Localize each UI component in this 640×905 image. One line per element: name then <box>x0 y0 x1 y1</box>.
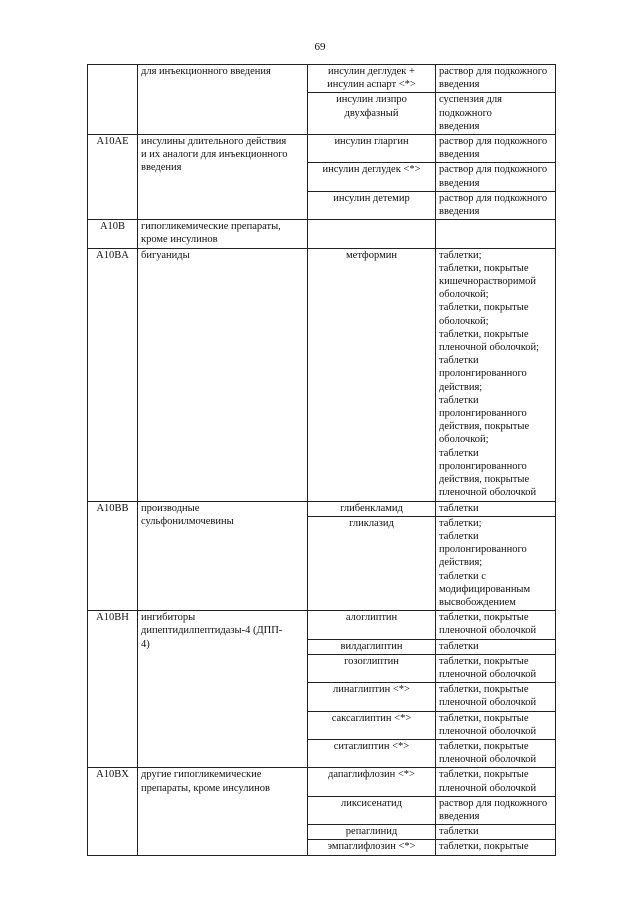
text-line: линаглиптин <*> <box>333 684 410 696</box>
dosage-form-cell <box>436 135 556 163</box>
drug-name-cell <box>308 825 436 840</box>
atc-code-cell: A10BA <box>88 248 138 501</box>
text-line: таблетки, покрытые <box>439 655 529 667</box>
dosage-form-cell <box>436 65 556 93</box>
text-line: пролонгированного <box>439 460 527 472</box>
drug-name-cell <box>308 654 436 682</box>
text-line: введения <box>141 162 182 174</box>
text-line: введения <box>439 149 480 161</box>
text-line: действия; <box>439 381 483 393</box>
text-line: таблетки <box>439 530 479 542</box>
drug-name-cell <box>308 135 436 163</box>
text-line: раствор для подкожного <box>439 164 548 176</box>
text-line: таблетки, покрытые <box>439 712 529 724</box>
text-line: пленочной оболочкой <box>439 625 537 637</box>
text-line: раствор для подкожного <box>439 66 548 77</box>
group-name-cell <box>138 220 308 248</box>
text-line: пленочной оболочкой <box>439 754 537 766</box>
text-line: гликлазид <box>349 517 394 529</box>
drug-name-cell <box>308 163 436 191</box>
group-name-cell <box>138 65 308 135</box>
text-line: действия, покрытые <box>439 421 530 433</box>
drug-name-cell <box>308 65 436 93</box>
text-line: таблетки, покрытые <box>439 328 529 340</box>
dosage-form-cell <box>436 248 556 501</box>
text-line: введения <box>439 810 480 822</box>
table-row <box>88 65 556 93</box>
text-line: вилдаглиптин <box>340 640 403 652</box>
drug-name-cell <box>308 248 436 501</box>
drug-name-cell <box>308 93 436 135</box>
drug-name-cell <box>308 796 436 824</box>
group-name-cell <box>138 768 308 855</box>
text-line: пленочной оболочкой; <box>439 342 540 354</box>
text-line: другие гипогликемические <box>141 769 262 781</box>
text-line: оболочкой; <box>439 434 489 446</box>
text-line: сульфонилмочевины <box>141 515 234 527</box>
text-line: оболочкой; <box>439 315 489 327</box>
dosage-form-cell <box>436 825 556 840</box>
drug-name-cell <box>308 639 436 654</box>
dosage-form-cell <box>436 796 556 824</box>
text-line: метформин <box>346 249 397 261</box>
dosage-form-cell <box>436 516 556 610</box>
table-row <box>88 220 556 248</box>
text-line: инсулин детемир <box>333 192 410 204</box>
text-line: таблетки, покрытые <box>439 769 529 781</box>
text-line: действия, покрытые <box>439 474 530 486</box>
text-line: ситаглиптин <*> <box>333 740 410 752</box>
text-line: ликсисенатид <box>341 797 402 809</box>
text-line: пленочной оболочкой <box>439 725 537 737</box>
drug-name-cell <box>308 501 436 516</box>
text-line: раствор для подкожного <box>439 797 548 809</box>
text-line: двухфазный <box>344 107 399 119</box>
text-line: 4) <box>141 638 150 650</box>
drug-name-cell <box>308 220 436 248</box>
dosage-form-cell <box>436 163 556 191</box>
text-line: таблетки; <box>439 249 482 261</box>
text-line: таблетки, покрытые <box>439 740 529 752</box>
group-name-cell <box>138 501 308 611</box>
text-line: раствор для подкожного <box>439 192 548 204</box>
dosage-form-cell <box>436 191 556 219</box>
text-line: для инъекционного введения <box>141 66 271 77</box>
text-line: таблетки, покрытые <box>439 841 529 853</box>
text-line: таблетки, покрытые <box>439 262 529 274</box>
atc-code-cell: A10BH <box>88 611 138 768</box>
text-line: введения <box>439 79 480 91</box>
group-name-cell <box>138 611 308 768</box>
drug-name-cell <box>308 768 436 796</box>
text-line: оболочкой; <box>439 289 489 301</box>
text-line: таблетки <box>439 394 479 406</box>
atc-code-cell <box>88 65 138 135</box>
table-row <box>88 135 556 163</box>
text-line: дипептидилпептидазы-4 (ДПП- <box>141 625 283 637</box>
dosage-form-cell <box>436 711 556 739</box>
atc-code-cell: A10AE <box>88 135 138 220</box>
dosage-form-cell <box>436 611 556 639</box>
dosage-form-cell <box>436 654 556 682</box>
drug-name-cell <box>308 683 436 711</box>
page-number: 69 <box>314 41 326 53</box>
text-line: таблетки <box>439 826 479 838</box>
text-line: бигуаниды <box>141 249 190 261</box>
text-line: и их аналоги для инъекционного <box>141 149 288 161</box>
text-line: пленочной оболочкой <box>439 697 537 709</box>
table-row <box>88 501 556 516</box>
text-line: таблетки, покрытые <box>439 612 529 624</box>
text-line: пролонгированного <box>439 408 527 420</box>
text-line: инсулины длительного действия <box>141 136 287 148</box>
group-name-cell <box>138 135 308 220</box>
text-line: кроме инсулинов <box>141 234 218 246</box>
drug-name-cell <box>308 840 436 855</box>
text-line: производные <box>141 502 200 514</box>
table-row <box>88 611 556 639</box>
text-line: таблетки <box>439 502 479 514</box>
text-line: таблетки, покрытые <box>439 302 529 314</box>
text-line: дапаглифлозин <*> <box>328 769 415 781</box>
text-line: введения <box>439 120 480 132</box>
drug-name-cell <box>308 739 436 767</box>
text-line: препараты, кроме инсулинов <box>141 782 270 794</box>
text-line: глибенкламид <box>340 502 403 514</box>
drug-table <box>87 64 556 856</box>
group-name-cell <box>138 248 308 501</box>
text-line: инсулин аспарт <*> <box>327 79 416 91</box>
text-line: таблетки <box>439 447 479 459</box>
text-line: кишечнорастворимой <box>439 276 537 288</box>
text-line: пролонгированного <box>439 368 527 380</box>
text-line: введения <box>439 177 480 189</box>
text-line: ингибиторы <box>141 612 196 624</box>
dosage-form-cell <box>436 768 556 796</box>
text-line: гозоглиптин <box>344 655 399 667</box>
dosage-form-cell <box>436 93 556 135</box>
atc-code-cell: A10BX <box>88 768 138 855</box>
text-line: суспензия для подкожного <box>439 94 502 119</box>
dosage-form-cell <box>436 220 556 248</box>
text-line: таблетки <box>439 355 479 367</box>
text-line: таблетки с <box>439 570 486 582</box>
text-line: действия; <box>439 557 483 569</box>
text-line: пленочной оболочкой <box>439 668 537 680</box>
drug-name-cell <box>308 191 436 219</box>
dosage-form-cell <box>436 501 556 516</box>
text-line: таблетки; <box>439 517 482 529</box>
text-line: инсулин деглудек <*> <box>322 164 421 176</box>
table-row <box>88 768 556 796</box>
text-line: инсулин деглудек + <box>328 66 415 77</box>
dosage-form-cell <box>436 683 556 711</box>
dosage-form-cell <box>436 840 556 855</box>
text-line: алоглиптин <box>345 612 398 624</box>
dosage-form-cell <box>436 739 556 767</box>
text-line: инсулин гларгин <box>334 136 409 148</box>
text-line: пленочной оболочкой <box>439 487 537 499</box>
text-line: модифицированным <box>439 583 531 595</box>
text-line: высвобождением <box>439 596 516 608</box>
text-line: таблетки <box>439 640 479 652</box>
text-line: раствор для подкожного <box>439 136 548 148</box>
text-line: саксаглиптин <*> <box>331 712 412 724</box>
atc-code-cell: A10B <box>88 220 138 248</box>
drug-name-cell <box>308 711 436 739</box>
text-line: таблетки, покрытые <box>439 684 529 696</box>
text-line: гипогликемические препараты, <box>141 221 281 233</box>
dosage-form-cell <box>436 639 556 654</box>
text-line: пленочной оболочкой <box>439 782 537 794</box>
text-line: введения <box>439 206 480 218</box>
text-line: инсулин лизпро <box>336 94 407 106</box>
atc-code-cell: A10BB <box>88 501 138 611</box>
text-line: пролонгированного <box>439 544 527 556</box>
text-line: репаглинид <box>345 826 398 838</box>
text-line: эмпаглифлозин <*> <box>327 841 416 853</box>
drug-name-cell <box>308 611 436 639</box>
drug-name-cell <box>308 516 436 610</box>
table-row <box>88 248 556 501</box>
